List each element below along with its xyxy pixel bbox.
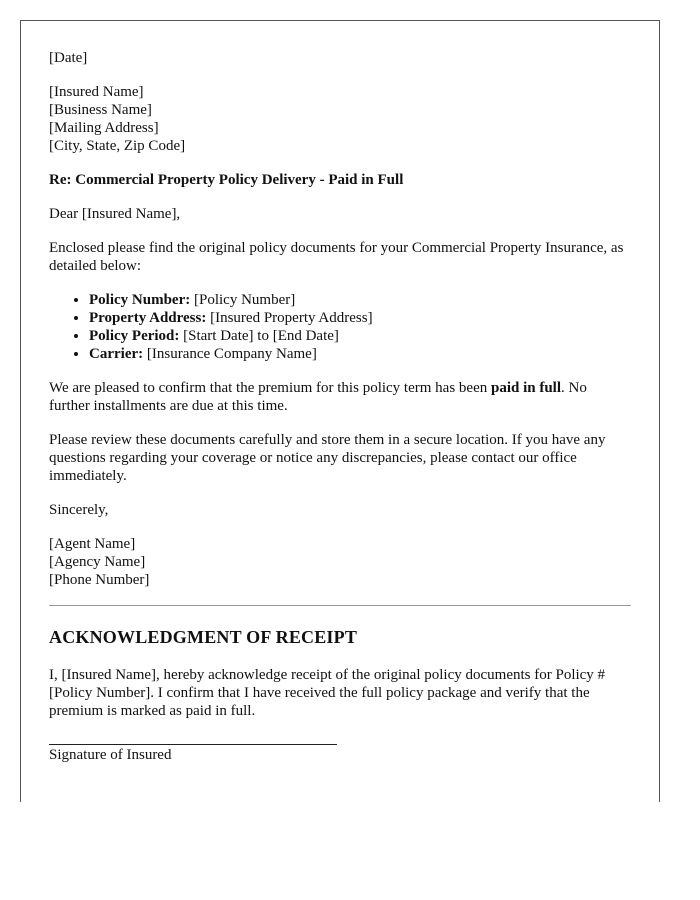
- policy-period-label: Policy Period:: [89, 328, 180, 344]
- carrier-value: [Insurance Company Name]: [143, 346, 317, 362]
- review-paragraph: Please review these documents carefully and store them in a secure location. If you have any questions regarding your coverage or notice any discrepancies, please contact our office immediately.: [49, 432, 606, 484]
- recipient-insured-name: [Insured Name]: [49, 84, 144, 100]
- carrier-label: Carrier:: [89, 346, 144, 362]
- recipient-business-name: [Business Name]: [49, 102, 152, 118]
- closing: Sincerely,: [49, 502, 109, 518]
- policy-period-value: [Start Date] to [End Date]: [179, 328, 339, 344]
- recipient-address: [49, 83, 631, 155]
- section-divider: [49, 605, 631, 606]
- policy-number-value: [Policy Number]: [190, 292, 296, 308]
- letter-date: [Date]: [49, 50, 88, 66]
- sender-phone-number: [Phone Number]: [49, 572, 150, 588]
- acknowledgment-heading: ACKNOWLEDGMENT OF RECEIPT: [49, 627, 358, 647]
- property-address-value: [Insured Property Address]: [206, 310, 373, 326]
- sender-block: [49, 535, 631, 589]
- property-address-label: Property Address:: [89, 310, 207, 326]
- premium-text-before: We are pleased to confirm that the premium for this policy term has been: [49, 380, 491, 396]
- sender-agency-name: [Agency Name]: [49, 554, 146, 570]
- premium-emphasis: paid in full: [490, 380, 562, 396]
- sender-agent-name: [Agent Name]: [49, 536, 136, 552]
- policy-detail-item: [89, 345, 631, 363]
- policy-detail-item: [89, 291, 631, 309]
- signature-line: [49, 744, 337, 745]
- signature-caption: Signature of Insured: [49, 747, 172, 763]
- policy-detail-item: [89, 327, 631, 345]
- recipient-city-state-zip: [City, State, Zip Code]: [49, 138, 186, 154]
- policy-details-list: [49, 291, 631, 363]
- letter-subject: Re: Commercial Property Policy Delivery - Paid in Full: [49, 172, 404, 188]
- recipient-mailing-address: [Mailing Address]: [49, 120, 159, 136]
- premium-text-after: . No further installments are due at this time.: [49, 380, 587, 414]
- premium-paragraph: [49, 379, 631, 415]
- acknowledgment-body: I, [Insured Name], hereby acknowledge receipt of the original policy documents for Policy #[Policy Number]. I confirm that I have received the full policy package and verify that the premium is marked as paid in full.: [49, 667, 606, 719]
- intro-paragraph: Enclosed please find the original policy documents for your Commercial Property Insurance, as detailed below:: [49, 240, 624, 274]
- salutation: Dear [Insured Name],: [49, 206, 181, 222]
- policy-detail-item: [89, 309, 631, 327]
- letter-page: [20, 20, 660, 802]
- policy-number-label: Policy Number:: [89, 292, 191, 308]
